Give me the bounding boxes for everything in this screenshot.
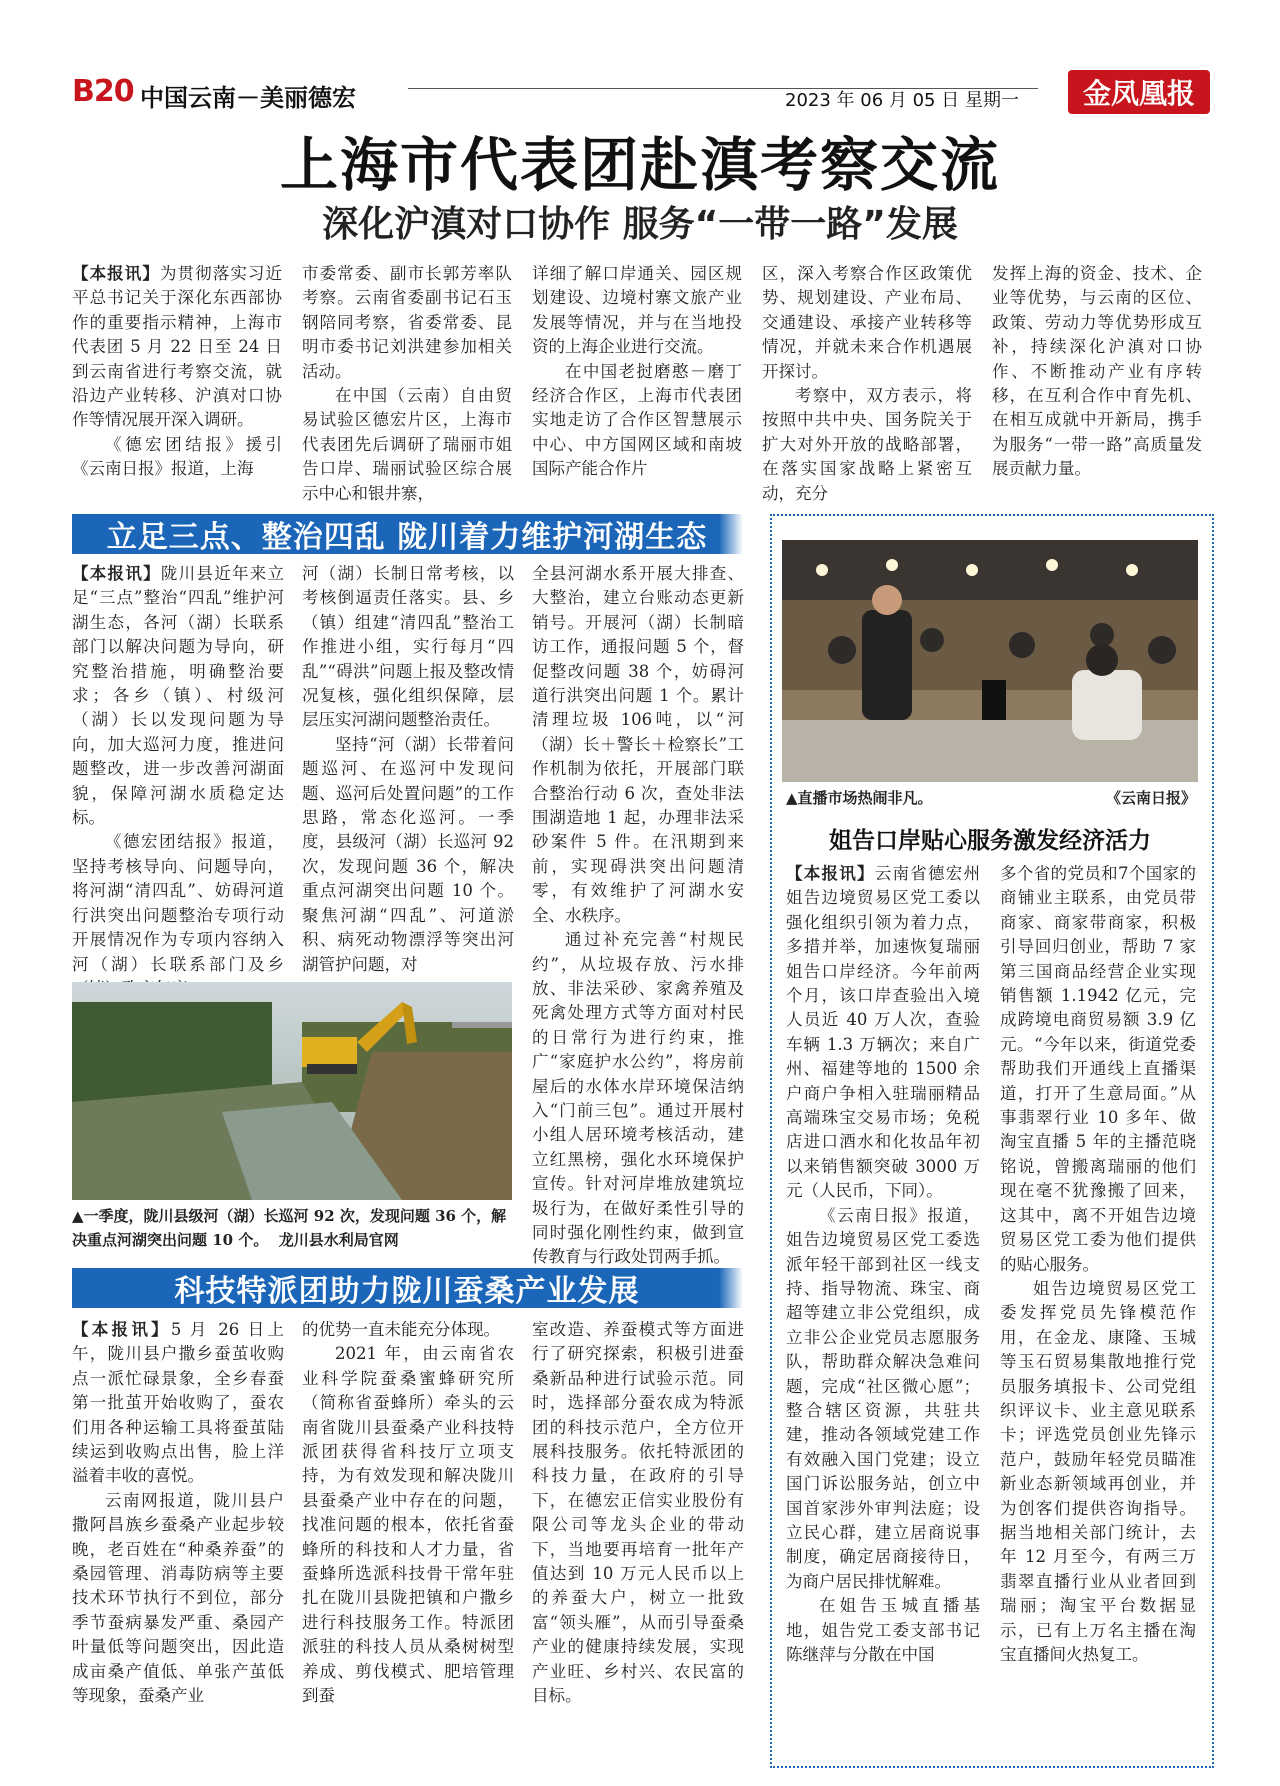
article2-col2-text: 河（湖）长制日常考核，以考核倒逼责任落实。县、乡（镇）组建“清四乱”整治工作推进小组，实行每月“四乱”“碍洪”问题上报及整改情况复核，强化组织保障，层层压实河湖问题整治责任。 — [302, 564, 514, 730]
article2-column-3 — [532, 562, 744, 1267]
livestream-photo-caption-text: ▲直播市场热闹非凡。 — [786, 789, 933, 807]
article2-column-1 — [72, 562, 285, 974]
lead-col1b-text: 《德宏团结报》援引《云南日报》报道，上海 — [72, 434, 282, 479]
page-number: B20 — [72, 74, 134, 109]
livestream-photo-caption — [786, 786, 1196, 810]
article4-col2-text: 的优势一直未能充分体现。 — [302, 1320, 500, 1339]
article4-headline-bar — [72, 1268, 742, 1308]
news-tag: 【本报讯】 — [72, 264, 160, 283]
river-excavation-photo — [72, 982, 512, 1200]
article2-column-2 — [302, 562, 514, 974]
article3-col2-text: 多个省的党员和7个国家的商铺业主联系，由党员带商家、商家带商家，积极引导回归创业，帮助 7 家第三国商品经营企业实现销售额 1.1942 亿元，完成跨境电商贸易额 3.9 亿元。“今年以来，街道党委帮助我们开通线上直播渠道，打开了生意局面。”从事翡翠行业 10 多年、做淘宝直播 5 年的主播范晓铭说，曾搬离瑞丽的他们现在毫不犹豫搬了回来，这其中，离不开姐告边境贸易区党工委为他们提供的贴心服务。 — [1000, 864, 1196, 1274]
article3-column-2 — [1000, 862, 1196, 1762]
article2-col1-text: 陇川县近年来立足“三点”整治“四乱”维护河湖生态，各河（湖）长联系部门以解决问题为导向，研究整治措施，明确整治要求；各乡（镇）、村级河（湖）长以发现问题为导向，加大巡河力度，推进问题整改，进一步改善河湖面貌，保障河湖水质稳定达标。 — [72, 564, 285, 828]
article3-headline: 姐告口岸贴心服务激发经济活力 — [829, 828, 1151, 854]
lead-column-2 — [302, 262, 512, 503]
section-title: 中国云南－美丽德宏 — [140, 84, 356, 112]
article4-column-2 — [302, 1318, 514, 1770]
article3-column-1 — [786, 862, 980, 1762]
article2-col3-text: 全县河湖水系开展大排查、大整治，建立台账动态更新销号。开展河（湖）长制暗访工作，通报问题 5 个，督促整改问题 38 个，妨碍河道行洪突出问题 1 个。累计清理垃圾 106吨，以“河（湖）长＋警长＋检察长”工作机制为依托，开展部门联合整治行动 6 次，查处非法围湖造地 1 起，办理非法采砂案件 5 件。在汛期到来前，实现碍洪突出问题清零，有效维护了河湖水安全、水秩序。 — [532, 564, 744, 925]
article2-headline-bar — [72, 514, 742, 554]
news-tag: 【本报讯】 — [72, 1320, 171, 1339]
article4-column-1 — [72, 1318, 284, 1770]
lead-col2-text: 市委常委、副市长郭芳率队考察。云南省委副书记石玉钢陪同考察，省委常委、昆明市委书记刘洪建参加相关活动。 — [302, 264, 512, 381]
river-photo-credit: 龙川县水利局官网 — [278, 1231, 399, 1249]
article4-col1b-text: 云南网报道，陇川县户撒阿昌族乡蚕桑产业起步较晚，老百姓在“种桑养蚕”的桑园管理、消毒防病等主要技术环节执行不到位，部分季节蚕病暴发严重、桑园产叶量低等问题突出，因此造成亩桑产值低、单张产茧低等现象，蚕桑产业 — [72, 1490, 284, 1706]
lead-column-1 — [72, 262, 282, 490]
lead-col1-text: 为贯彻落实习近平总书记关于深化东西部协作的重要指示精神，上海市代表团 5 月 22 日至 24 日到云南省进行考察交流，就沿边产业转移、沪滇对口协作等情况展开深入调研。 — [72, 264, 283, 430]
article4-col3-text: 室改造、养蚕模式等方面进行了研究探索，积极引进蚕桑新品种进行试验示范。同时，选择部分蚕农成为特派团的科技示范户，全方位开展科技服务。依托特派团的科技力量，在政府的引导下，在德宏正信实业股份有限公司等龙头企业的带动下，当地要再培育一批年产值达到 10 万元人民币以上的养蚕大户，树立一批致富“领头雁”，从而引导蚕桑产业的健康持续发展，实现产业旺、乡村兴、农民富的目标。 — [532, 1320, 744, 1706]
article4-col2b-text: 2021 年，由云南省农业科学院蚕桑蜜蜂研究所（简称省蚕蜂所）牵头的云南省陇川县蚕桑产业科技特派团获得省科技厅立项支持，为有效发现和解决陇川县蚕桑产业中存在的问题，找准问题的根本，依托省蚕蜂所的科技和人才力量，省蚕蜂所选派科技骨干常年驻扎在陇川县陇把镇和户撒乡进行科技服务工作。特派团派驻的科技人员从桑树树型养成、剪伐模式、肥培管理到蚕 — [302, 1344, 514, 1706]
lead-col2b-text: 在中国（云南）自由贸易试验区德宏片区，上海市代表团先后调研了瑞丽市姐告口岸、瑞丽试验区综合展示中心和银井寨， — [302, 386, 512, 503]
article3-col1-text: 云南省德宏州姐告边境贸易区党工委以强化组织引领为着力点，多措并举，加速恢复瑞丽姐告口岸经济。今年前两个月，该口岸查验出入境人员近 40 万人次，查验车辆 1.3 万辆次；来自广州、福建等地的 1500 余户商户争相入驻瑞丽精品高端珠宝交易市场；免税店进口酒水和化妆品年初以来销售额突破 3000 万元（人民币，下同）。 — [786, 864, 980, 1201]
article3-col1c-text: 在姐告玉城直播基地，姐告党工委支部书记陈继萍与分散在中国 — [786, 1596, 980, 1664]
article3-col1b-text: 《云南日报》报道，姐告边境贸易区党工委选派年轻干部到社区一线支持、指导物流、珠宝、商超等建立非公党组织，成立非公企业党员志愿服务队，帮助群众解决急难问题，完成“社区微心愿”；整合辖区资源，共驻共建，推动各领域党建工作有效融入国门党建；设立国门诉讼服务站，创立中国首家涉外审判法庭；设立民心群，建立居商说事制度，确定居商接待日，为商户居民排忧解难。 — [786, 1205, 980, 1591]
lead-col4-text: 区，深入考察合作区政策优势、规划建设、产业布局、交通建设、承接产业转移等情况，并就未来合作机遇展开探讨。 — [762, 264, 972, 381]
article4-col1-text: 5 月 26 日上午，陇川县户撒乡蚕茧收购点一派忙碌景象，全乡春蚕第一批茧开始收购了，蚕农们用各种运输工具将蚕茧陆续运到收购点出售，脸上洋溢着丰收的喜悦。 — [72, 1320, 285, 1486]
lead-column-5 — [992, 262, 1202, 490]
lead-col3-text: 详细了解口岸通关、园区规划建设、边境村寨文旅产业发展等情况，并与在当地投资的上海企业进行交流。 — [532, 264, 742, 357]
article2-col1b-text: 《德宏团结报》报道，坚持考核导向、问题导向，将河湖“清四乱”、妨碍河道行洪突出问题整治专项行动开展情况作为专项内容纳入河（湖）长联系部门及乡 — [72, 832, 284, 974]
lead-col4b-text: 考察中，双方表示，将按照中共中央、国务院关于扩大对外开放的战略部署，在落实国家战略上紧密互动，充分 — [762, 386, 972, 503]
river-photo-caption-text: ▲一季度，陇川县级河（湖）长巡河 92 次，发现问题 36 个，解决重点河湖突出问题 10 个。 — [72, 1207, 507, 1249]
news-tag: 【本报讯】 — [786, 864, 875, 883]
news-tag: 【本报讯】 — [72, 564, 161, 583]
river-photo-caption — [72, 1204, 512, 1254]
lead-col3b-text: 在中国老挝磨憨－磨丁经济合作区，上海市代表团实地走访了合作区智慧展示中心、中方国网区域和南坡国际产能合作片 — [532, 361, 742, 479]
lead-column-4 — [762, 262, 972, 503]
article2-col3b-text: 通过补充完善“村规民约”，从垃圾存放、污水排放、非法采砂、家禽养殖及死禽处理方式等方面对村民的日常行为进行约束，推广“家庭护水公约”，将房前屋后的水体水岸环境保洁纳入“门前三包”。通过开展村小组人居环境考核活动，建立红黑榜，强化水环境保护宣传。针对河岸堆放建筑垃圾行为，在做好柔性引导的同时强化刚性约束，做到宣传教育与行政处罚两手抓。 — [532, 930, 744, 1267]
article2-headline: 立足三点、整治四乱 陇川着力维护河湖生态 — [106, 520, 708, 555]
article3-col2b-text: 姐告边境贸易区党工委发挥党员先锋模范作用，在金龙、康隆、玉城等玉石贸易集散地推行党员服务填报卡、公司党组织评议卡、业主意见联系卡；评选党员创业先锋示范户，鼓励年轻党员瞄准新业态新领域再创业，并为创客们提供咨询指导。据当地相关部门统计，去年 12 月至今，有两三万翡翠直播行业从业者回到瑞丽；淘宝平台数据显示，已有上万名主播在淘宝直播间火热复工。 — [1000, 1278, 1196, 1664]
livestream-market-photo — [782, 540, 1198, 782]
article4-headline: 科技特派团助力陇川蚕桑产业发展 — [174, 1274, 640, 1309]
lead-col5-text: 发挥上海的资金、技术、企业等优势，与云南的区位、政策、劳动力等优势形成互补，持续深化沪滇对口协作、不断推动产业有序转移，在互利合作中育先机、在相互成就中开新局，携手为服务“一带一路”高质量发展贡献力量。 — [992, 264, 1202, 479]
masthead-logo: 金凤凰报 — [1068, 70, 1210, 114]
main-subtitle: 深化沪滇对口协作 服务“一带一路”发展 — [322, 204, 958, 245]
lead-column-3 — [532, 262, 742, 490]
main-headline: 上海市代表团赴滇考察交流 — [279, 131, 1000, 199]
article4-column-3 — [532, 1318, 744, 1770]
issue-date: 2023 年 06 月 05 日 星期一 — [785, 90, 1019, 111]
livestream-photo-credit: 《云南日报》 — [1105, 789, 1196, 807]
article2-col2b-text: 坚持“河（湖）长带着问题巡河、在巡河中发现问题、巡河后处置问题”的工作思路，常态化巡河。一季度，县级河（湖）长巡河 92 次，发现问题 36 个，解决重点河湖突出问题 10 个。聚焦河湖“四乱”、河道淤积、病死动物漂浮等突出河湖管护问题，对 — [302, 734, 514, 974]
